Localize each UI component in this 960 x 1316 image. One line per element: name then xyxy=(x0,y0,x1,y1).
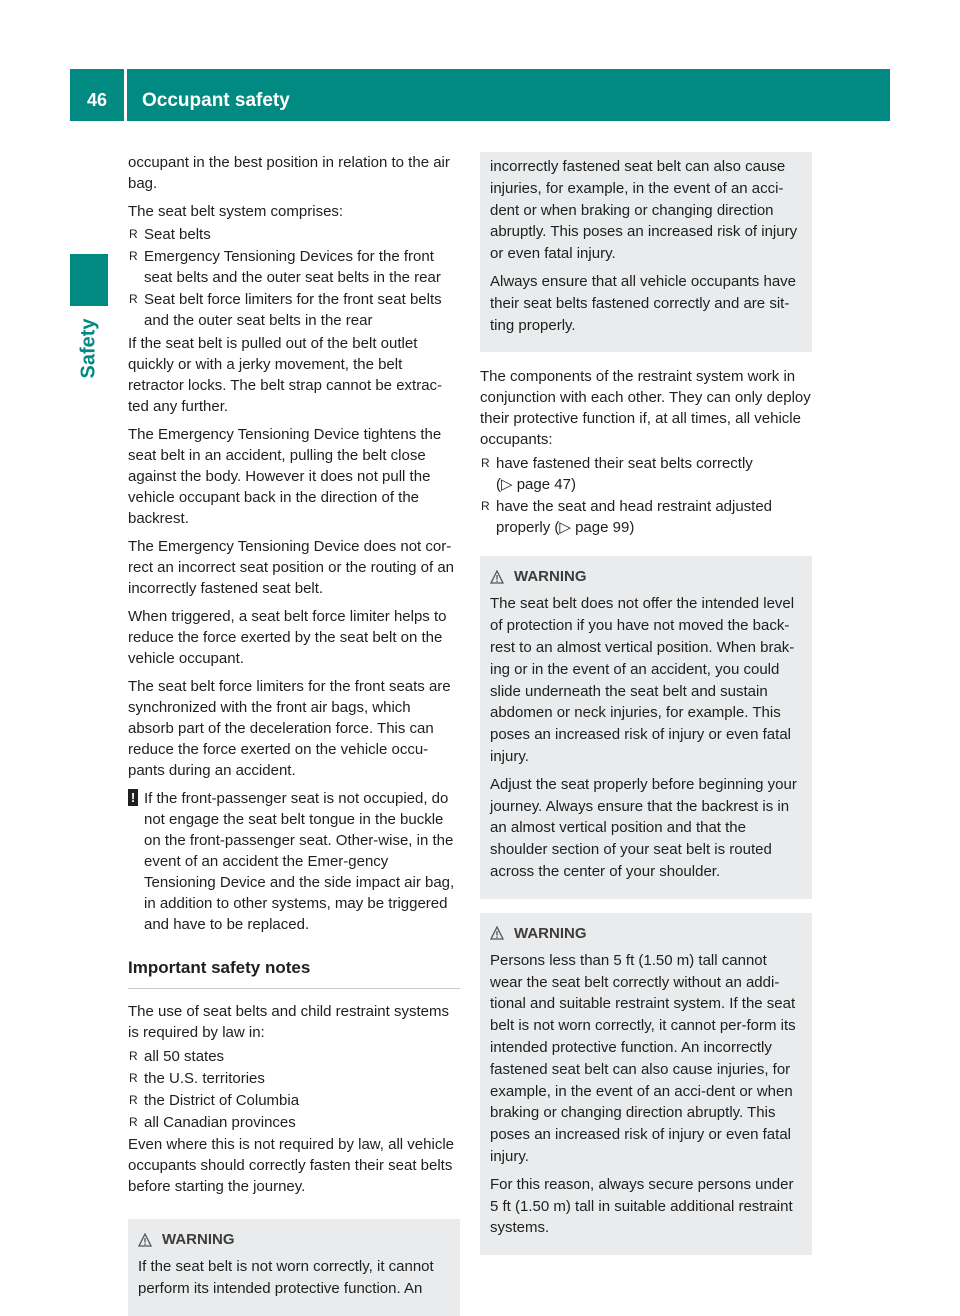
page-arrow-icon: ▷ xyxy=(501,476,513,494)
page-reference-link[interactable]: (▷ page 47) xyxy=(496,476,576,494)
section-tab-marker xyxy=(70,254,108,306)
right-column xyxy=(480,152,812,1255)
bullet-icon: R xyxy=(129,227,138,241)
page-number: 46 xyxy=(86,90,108,110)
bullet-icon: R xyxy=(129,1049,138,1063)
bullet-icon: R xyxy=(481,456,490,471)
bullet-icon: R xyxy=(129,1071,138,1085)
list-item: R Seat belt force limiters for the front seat belts and the outer seat belts in the rear xyxy=(129,291,442,329)
warning-title: WARNING xyxy=(138,1229,450,1250)
warning-text: Adjust the seat properly before beginning your journey. Always ensure that the backrest is in an almost vertical position and that the shoulder section of your seat belt is routed across the center of your shoulder. xyxy=(490,775,797,880)
warning-triangle-icon xyxy=(490,570,504,584)
warning-triangle-icon xyxy=(138,1233,152,1247)
warning-box xyxy=(480,556,812,898)
list-item: R have fastened their seat belts correctly (▷ page 47) xyxy=(481,455,753,494)
warning-box xyxy=(480,913,812,1255)
warning-text: Persons less than 5 ft (1.50 m) tall cannot wear the seat belt correctly without an addi-tional and suitable restraint system. If the seat belt is not worn correctly, it cannot per-form its intended protective function. An incorrectly fastened seat belt can also cause injuries, for example, in the event of an acci-dent or when braking or changing direction abruptly. This poses an increased risk of injury or even fatal injury. xyxy=(490,951,796,1165)
law-intro: The use of seat belts and child restraint systems is required by law in: xyxy=(128,1003,449,1041)
section-heading: Important safety notes xyxy=(128,957,460,989)
bullet-icon: R xyxy=(129,249,138,263)
warning-text: For this reason, always secure persons under 5 ft (1.50 m) tall in suitable additional restraint systems. xyxy=(490,1175,794,1237)
bullet-icon: R xyxy=(129,1115,138,1129)
paragraph-synchronized: The seat belt force limiters for the front seats are synchronized with the front air bags, which absorb part of the deceleration force. This can reduce the force exerted on the vehicle occu-pants during an accident. xyxy=(128,678,451,779)
page-title: Occupant safety xyxy=(142,90,290,111)
list-item: R Seat belts xyxy=(129,226,211,243)
list-item: R all 50 states xyxy=(129,1048,225,1065)
header-divider xyxy=(124,69,127,121)
intro-paragraph: occupant in the best position in relation to the air bag. xyxy=(128,154,450,192)
exclamation-icon: ! xyxy=(128,789,138,806)
note-front-passenger: ! If the front-passenger seat is not occupied, do not engage the seat belt tongue in the buckle on the front-passenger seat. Other-wise, in the event of an accident the Emer-gency Tensioning Device and the side impact air bag, in addition to other systems, may be triggered and have to be replaced. xyxy=(128,788,460,935)
bullet-icon: R xyxy=(129,1093,138,1107)
page-arrow-icon: ▷ xyxy=(559,519,571,537)
warning-text: incorrectly fastened seat belt can also cause injuries, for example, in the event of an acci-dent or when braking or changing direction abruptly. This poses an increased risk of injury or even fatal injury. xyxy=(490,158,798,263)
paragraph-belt-locks: If the seat belt is pulled out of the belt outlet quickly or with a jerky movement, the belt retractor locks. The belt strap cannot be extrac-ted any further. xyxy=(128,335,443,415)
list-item: R the U.S. territories xyxy=(129,1070,265,1087)
law-after: Even where this is not required by law, all vehicle occupants should correctly fasten their seat belts before starting the journey. xyxy=(128,1136,455,1195)
left-column xyxy=(128,152,460,1316)
system-intro: The seat belt system comprises: xyxy=(128,203,344,220)
components-paragraph: The components of the restraint system work in conjunction with each other. They can only deploy their protective function if, at all times, all vehicle occupants: xyxy=(480,368,811,449)
list-item: R all Canadian provinces xyxy=(129,1114,296,1131)
warning-box-continued xyxy=(480,152,812,352)
warning-box xyxy=(128,1219,460,1316)
paragraph-not-correct: The Emergency Tensioning Device does not cor-rect an incorrect seat position or the routing of an incorrectly fastened seat belt. xyxy=(128,538,455,597)
paragraph-force-limiter: When triggered, a seat belt force limiter helps to reduce the force exerted by the seat belt on the vehicle occupant. xyxy=(128,608,447,667)
warning-text: If the seat belt is not worn correctly, it cannot perform its intended protective function. An xyxy=(138,1258,434,1297)
warning-title: WARNING xyxy=(490,923,802,944)
warning-triangle-icon xyxy=(490,926,504,940)
bullet-icon: R xyxy=(129,292,138,306)
list-item: R the District of Columbia xyxy=(129,1092,300,1109)
bullet-icon: R xyxy=(481,499,490,514)
warning-text: The seat belt does not offer the intended level of protection if you have not moved the back-rest to an almost vertical position. When brak-ing or in the event of an accident, you could slide underneath the seat belt and sustain abdomen or neck injuries, for example. This poses an increased risk of injury or even fatal injury. xyxy=(490,595,795,765)
warning-title: WARNING xyxy=(490,566,802,587)
list-item: R Emergency Tensioning Devices for the front seat belts and the outer seat belts in the rear xyxy=(129,248,441,286)
page-reference-link[interactable]: (▷ page 99) xyxy=(554,519,635,537)
section-tab-label: Safety xyxy=(77,317,100,379)
list-item: R have the seat and head restraint adjusted properly (▷ page 99) xyxy=(481,498,773,537)
paragraph-tightens: The Emergency Tensioning Device tightens the seat belt in an accident, pulling the belt close against the body. However it does not pull the vehicle occupant back in the direction of the backrest. xyxy=(128,426,442,527)
warning-text: Always ensure that all vehicle occupants have their seat belts fastened correctly and are sit-ting properly. xyxy=(490,272,797,334)
